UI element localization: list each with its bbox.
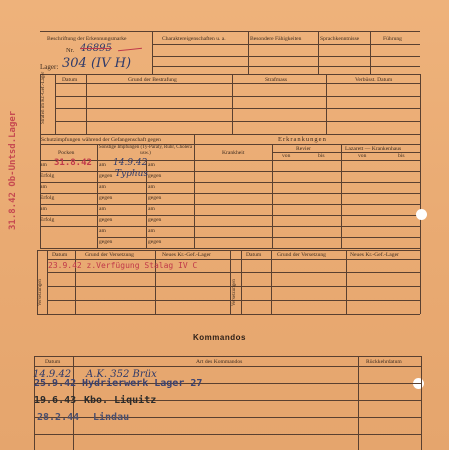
lazarett-label: Lazarett — Krankenhaus (345, 146, 402, 152)
sonst-am-3: am (99, 184, 106, 190)
revier-label: Revier (296, 146, 311, 152)
lazarett-von: von (358, 153, 367, 159)
punch-hole-top (416, 209, 427, 220)
sonst-am-1: am (99, 162, 106, 168)
col-faehigkeiten: Besondere Fähigkeiten (250, 36, 302, 42)
pocken-row-6: Erfolg (40, 217, 55, 223)
vers-col-grund: Grund der Versetzung (85, 252, 134, 258)
kommando-2-text: Hydrierwerk Lager 27 (82, 378, 203, 389)
strafen-col-strafmass: Strafmass (265, 77, 288, 83)
impf-hand-typhus: Typhus (115, 169, 149, 179)
strafen-side-label: Strafen im Kr.-Gef.-Lager (41, 71, 46, 124)
sonst-am-2: gegen (99, 173, 113, 179)
strafen-col-datum: Datum (62, 77, 78, 83)
sonst-gegen-4: gegen (148, 195, 162, 201)
col-fuehrung: Führung (383, 36, 402, 42)
pocken-row-2: Erfolg (40, 173, 55, 179)
vers-col-lager: Neues Kr.-Gef.-Lager (162, 252, 211, 258)
kommando-4-date: 28.2.44 (37, 412, 80, 423)
vers-col-datum: Datum (52, 252, 68, 258)
kommando-1-text: A.K. 352 Brüx (86, 369, 157, 380)
pocken-label: Pocken (58, 150, 75, 156)
sonst-am-5: am (99, 206, 106, 212)
revier-von: von (282, 153, 291, 159)
vers-col-lager-2: Neues Kr.-Gef.-Lager (350, 252, 399, 258)
sonst-am-7: am (99, 228, 106, 234)
pocken-date-stamp: 31.8.42 (54, 158, 92, 168)
erkrankungen-title: Erkrankungen (278, 136, 327, 143)
sonst-gegen-7: am (148, 228, 155, 234)
sonst-am-6: gegen (99, 217, 113, 223)
col-erkennungsmarke: Beschriftung der Erkennungsmarke (47, 36, 127, 42)
kommandos-col-art: Art des Kommandos (196, 359, 243, 365)
kommando-4-text: Lindau (93, 412, 130, 423)
kommando-2-date: 25.9.42 (34, 378, 77, 389)
impfungen-title: Schutzimpfungen während der Gefangenschaft gegen (41, 137, 161, 143)
impf-hand-date: 14.9.42 (113, 158, 148, 168)
strafen-col-grund: Grund der Bestrafung (128, 77, 177, 83)
versetzungen-side-label-2: Versetzungen (232, 279, 237, 306)
sonst-gegen-6: gegen (148, 217, 162, 223)
sonstige-label: Sonstige Impfungen (Ty-Paraty, Ruhr, Cholera usw.) (98, 145, 193, 156)
pocken-row-4: Erfolg (40, 195, 55, 201)
kommandos-col-datum: Datum (45, 359, 61, 365)
sonst-gegen-8: gegen (148, 239, 162, 245)
lager-value: 304 (IV H) (62, 56, 132, 71)
vers-col-datum-2: Datum (246, 252, 262, 258)
strafen-col-verbuesst: Verbüsst. Datum (355, 77, 393, 83)
vers-col-grund-2: Grund der Versetzung (277, 252, 326, 258)
lager-label: Lager: (40, 63, 59, 71)
sonst-am-4: gegen (99, 195, 113, 201)
kommando-3-date: 19.6.43 (34, 395, 77, 406)
kommandos-col-rueck: Rückkehrdatum (366, 359, 402, 365)
col-charakter: Charaktereigenschaften u. a. (162, 36, 226, 42)
krankheit-label: Krankheit (222, 150, 245, 156)
versetzung-entry-stamp: 23.9.42 z.Verfügung Stalag IV C (48, 261, 198, 270)
pocken-row-3: am (40, 184, 47, 190)
kommando-3-text: Kbo. Liquitz (84, 395, 157, 406)
pocken-row-5: am (40, 206, 47, 212)
side-red-stamp: 31.8.42 Ob-Untsd.Lager (8, 110, 18, 230)
versetzungen-side-label: Versetzungen (38, 279, 43, 306)
kommando-1-date: 14.9.42 (33, 369, 72, 380)
sonst-gegen-2: gegen (148, 173, 162, 179)
revier-bis: bis (318, 153, 325, 159)
nr-value: 46895 (80, 43, 112, 54)
kommandos-title: Kommandos (193, 333, 246, 342)
sonst-gegen-1: am (148, 162, 155, 168)
nr-label: Nr. (66, 47, 75, 54)
lazarett-bis: bis (398, 153, 405, 159)
col-sprachkenntnisse: Sprachkenntnisse (320, 36, 360, 42)
sonst-gegen-3: am (148, 184, 155, 190)
sonst-gegen-5: am (148, 206, 155, 212)
pocken-row-1: am (40, 162, 47, 168)
sonst-am-8: gegen (99, 239, 113, 245)
